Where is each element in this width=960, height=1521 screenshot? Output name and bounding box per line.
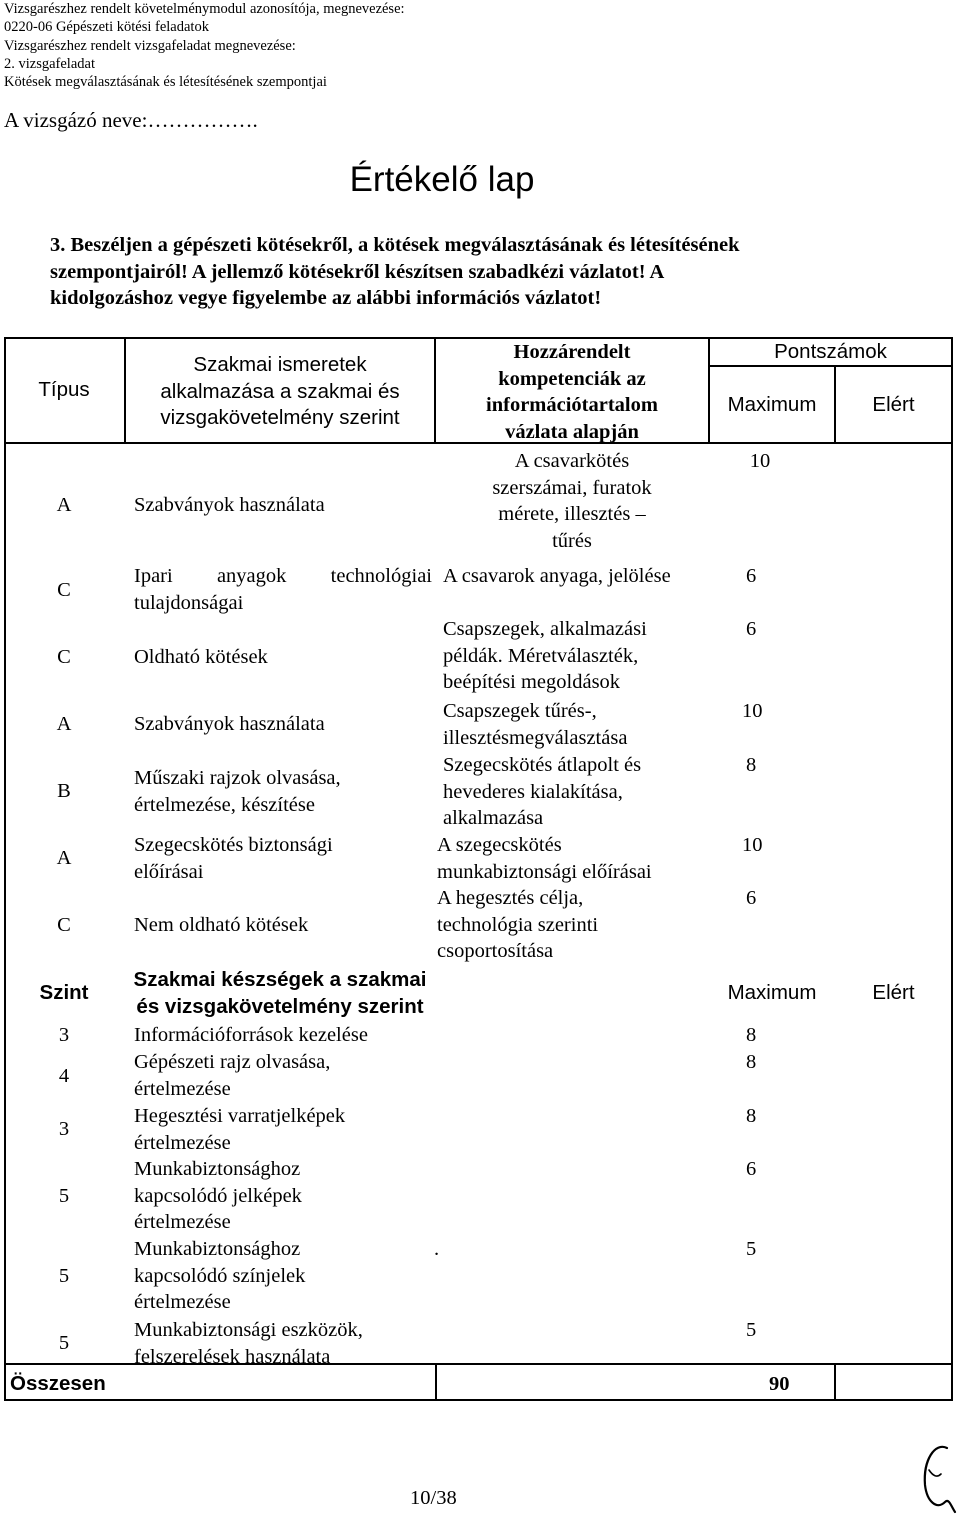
row-level: 3 (58, 1118, 70, 1140)
knowledge-line: Ipari anyagok technológiai (134, 565, 432, 587)
skill-line: értelmezése (134, 1077, 231, 1100)
header-line-module-name: 0220-06 Gépészeti kötési feladatok (4, 19, 209, 36)
row-competency (443, 616, 705, 696)
evaluation-table (4, 337, 953, 1401)
task-description (50, 232, 910, 312)
competency-line: hevederes kialakítása, (443, 780, 623, 803)
row-skill (134, 1317, 434, 1370)
row-maximum: 8 (746, 1105, 757, 1127)
row-skill (134, 1156, 434, 1236)
competency-line: A szegecskötés (437, 834, 562, 856)
competency-line: technológia szerinti (437, 913, 599, 936)
row-skill: Információforrások kezelése (134, 1024, 368, 1046)
table-rule (951, 337, 953, 1401)
column-header-maximum: Maximum (727, 393, 817, 416)
row-type: C (57, 914, 71, 936)
signature-mark (915, 1440, 960, 1520)
table-rule (4, 1399, 953, 1401)
row-competency (443, 752, 705, 832)
row-maximum: 8 (746, 1051, 757, 1073)
column-header-type: Típus (38, 378, 90, 401)
row-dot: . (434, 1238, 440, 1260)
competency-line: munkabiztonsági előírásai (437, 860, 652, 883)
skill-line: kapcsolódó jelképek (134, 1184, 302, 1207)
competency-line: A hegesztés célja, (437, 887, 584, 909)
row-maximum: 6 (746, 887, 757, 909)
row-skill (134, 1103, 434, 1156)
competency-line: mérete, illesztés – (498, 503, 646, 525)
header-line-module-label: Vizsgarészhez rendelt követelménymodul azonosítója, megnevezése: (4, 1, 405, 17)
row-type: B (57, 780, 71, 802)
header-text: információtartalom (486, 394, 658, 416)
skill-line: Munkabiztonsághoz (134, 1238, 301, 1260)
row-knowledge (134, 563, 432, 616)
task-line: szempontjairól! A jellemző kötésekről készítsen szabadkézi vázlatot! A (50, 260, 665, 283)
row-knowledge (134, 765, 434, 818)
knowledge-line: előírásai (134, 860, 204, 883)
row-type: A (56, 847, 72, 869)
column-header-skills (126, 967, 434, 1020)
row-competency (437, 832, 705, 885)
knowledge-line: tulajdonságai (134, 591, 244, 614)
skill-line: kapcsolódó színjelek (134, 1264, 306, 1287)
competency-line: beépítési megoldások (443, 671, 621, 693)
row-skill (134, 1049, 434, 1102)
header-line-task-name: Kötések megválasztásának és létesítésének szempontjai (4, 74, 327, 91)
row-maximum: 8 (746, 1024, 757, 1046)
header-line-task-number: 2. vizsgafeladat (4, 55, 95, 72)
task-line: kidolgozáshoz vegye figyelembe az alábbi információs vázlatot! (50, 287, 602, 309)
competency-line: Szegecskötés átlapolt és (443, 754, 642, 776)
header-text: kompetenciák az (498, 367, 646, 390)
candidate-name-field[interactable]: A vizsgázó neve:……………. (4, 108, 258, 132)
competency-line: csoportosítása (437, 940, 554, 962)
row-knowledge: Nem oldható kötések (134, 914, 309, 936)
header-text: Szakmai ismeretek (193, 353, 367, 376)
row-maximum: 10 (749, 450, 771, 472)
header-line-task-label: Vizsgarészhez rendelt vizsgafeladat megnevezése: (4, 37, 296, 54)
column-header-maximum: Maximum (727, 981, 817, 1004)
task-line: 3. Beszéljen a gépészeti kötésekről, a kötések megválasztásának és létesítésének (50, 234, 740, 256)
header-text: vázlata alapján (505, 420, 639, 443)
row-level: 5 (58, 1265, 70, 1287)
skill-line: értelmezése (134, 1131, 231, 1154)
row-competency (437, 885, 705, 965)
knowledge-line: Műszaki rajzok olvasása, (134, 767, 341, 789)
competency-line: példák. Méretválaszték, (443, 644, 639, 667)
column-header-achieved: Elért (872, 981, 915, 1004)
column-header-competency (436, 339, 708, 445)
row-maximum: 6 (746, 618, 757, 640)
row-maximum: 5 (746, 1238, 757, 1260)
document-header (4, 0, 405, 91)
total-label: Összesen (10, 1372, 106, 1395)
competency-line: A csavarkötés (514, 450, 630, 472)
competency-line: alkalmazása (443, 807, 544, 829)
header-text: és vizsgakövetelmény szerint (136, 994, 424, 1018)
column-header-points: Pontszámok (774, 340, 887, 363)
skill-line: felszerelések használata (134, 1345, 331, 1368)
competency-line: illesztésmegválasztása (443, 726, 628, 749)
table-rule (435, 1363, 437, 1401)
row-knowledge: Szabványok használata (134, 494, 325, 516)
row-maximum: 10 (742, 700, 763, 722)
header-text: alkalmazása a szakmai és (160, 379, 400, 403)
competency-line: szerszámai, furatok (492, 476, 652, 499)
row-maximum: 6 (746, 565, 757, 587)
knowledge-line: értelmezése, készítése (134, 793, 315, 816)
table-rule (834, 1363, 836, 1401)
column-header-level: Szint (39, 981, 89, 1004)
row-type: A (56, 713, 72, 735)
row-competency (443, 698, 705, 751)
row-competency (436, 448, 708, 554)
row-knowledge: Szabványok használata (134, 713, 325, 735)
column-header-knowledge (126, 352, 434, 432)
column-header-achieved: Elért (872, 393, 915, 416)
row-level: 3 (58, 1024, 70, 1046)
row-level: 5 (58, 1185, 70, 1207)
row-knowledge: Oldható kötések (134, 646, 268, 668)
header-text: Szakmai készségek a szakmai (133, 968, 427, 991)
row-knowledge (134, 832, 434, 885)
total-value: 90 (769, 1373, 790, 1395)
row-level: 4 (58, 1065, 70, 1087)
page-title: Értékelő lap (349, 160, 535, 199)
row-maximum: 5 (746, 1319, 757, 1341)
page-number: 10/38 (410, 1487, 457, 1509)
header-text: vizsgakövetelmény szerint (160, 406, 400, 429)
row-level: 5 (58, 1332, 70, 1354)
skill-line: értelmezése (134, 1291, 231, 1313)
knowledge-line: Szegecskötés biztonsági (134, 834, 333, 856)
skill-line: értelmezése (134, 1211, 231, 1233)
skill-line: Hegesztési varratjelképek (134, 1105, 346, 1127)
header-text: Hozzárendelt (513, 341, 631, 363)
competency-line: Csapszegek, alkalmazási (443, 618, 647, 640)
skill-line: Munkabiztonsághoz (134, 1158, 301, 1180)
row-maximum: 8 (746, 754, 757, 776)
row-type: A (56, 494, 72, 516)
row-competency: A csavarok anyaga, jelölése (443, 565, 671, 587)
row-type: C (57, 646, 71, 668)
skill-line: Munkabiztonsági eszközök, (134, 1319, 363, 1341)
competency-line: tűrés (552, 529, 592, 552)
skill-line: Gépészeti rajz olvasása, (134, 1051, 331, 1073)
competency-line: Csapszegek tűrés-, (443, 700, 597, 722)
row-maximum: 6 (746, 1158, 757, 1180)
row-type: C (57, 579, 71, 601)
row-maximum: 10 (742, 834, 763, 856)
row-skill (134, 1236, 434, 1316)
